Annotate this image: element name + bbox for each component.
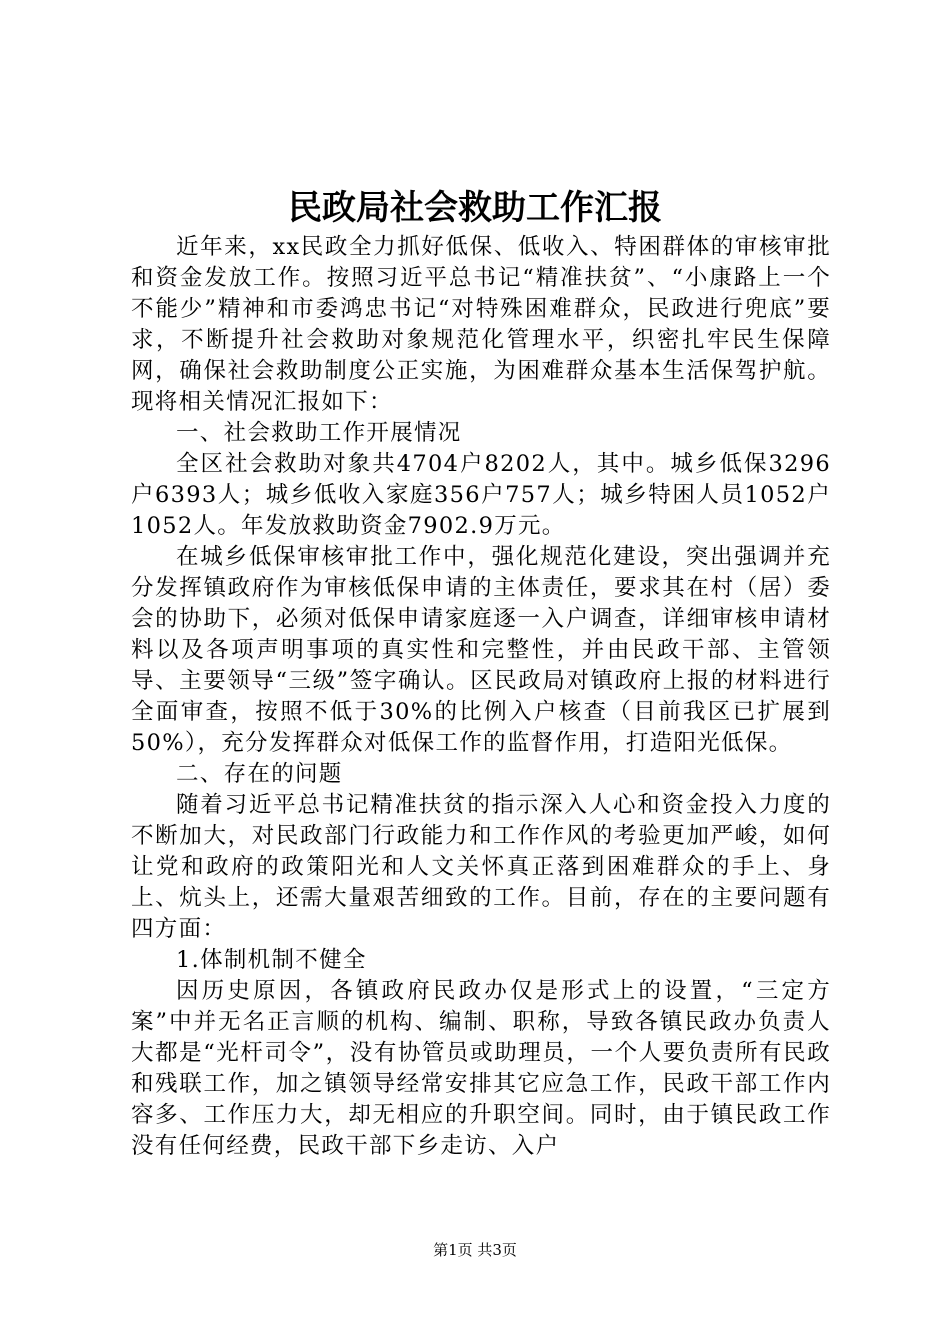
statistics-paragraph: 全区社会救助对象共4704户8202人，其中。城乡低保3296户6393人；城乡低收入家庭356户757人；城乡特困人员1052户1052人。年发放救助资金7902.9万元。 <box>131 451 831 539</box>
section-heading-2: 二、存在的问题 <box>176 761 343 787</box>
document-body <box>131 232 831 1162</box>
document-title: 民政局社会救助工作汇报 <box>288 188 662 228</box>
subheading-1: 1.体制机制不健全 <box>176 947 367 973</box>
page-number: 第1页 共3页 <box>433 1241 517 1259</box>
review-paragraph: 在城乡低保审核审批工作中，强化规范化建设，突出强调并充分发挥镇政府作为审核低保申请的主体责任，要求其在村（居）委会的协助下，必须对低保申请家庭逐一入户调查，详细审核申请材料以及各项声明事项的真实性和完整性，并由民政干部、主管领导、主要领导“三级”签字确认。区民政局对镇政府上报的材料进行全面审查，按照不低于30%的比例入户核查（目前我区已扩展到50%），充分发挥群众对低保工作的监督作用，打造阳光低保。 <box>131 544 831 756</box>
intro-paragraph: 近年来，xx民政全力抓好低保、低收入、特困群体的审核审批和资金发放工作。按照习近平总书记“精准扶贫”、“小康路上一个不能少”精神和市委鸿忠书记“对特殊困难群众，民政进行兜底”要求，不断提升社会救助对象规范化管理水平，织密扎牢民生保障网，确保社会救助制度公正实施，为困难群众基本生活保驾护航。现将相关情况汇报如下： <box>131 234 831 415</box>
system-paragraph: 因历史原因，各镇政府民政办仅是形式上的设置，“三定方案”中并无名正言顺的机构、编制、职称，导致各镇民政办负责人大都是“光杆司令”，没有协管员或助理员，一个人要负责所有民政和残联工作，加之镇领导经常安排其它应急工作，民政干部工作内容多、工作压力大，却无相应的升职空间。同时，由于镇民政工作没有任何经费，民政干部下乡走访、入户 <box>131 978 831 1159</box>
section-heading-1: 一、社会救助工作开展情况 <box>176 420 462 446</box>
problems-intro-paragraph: 随着习近平总书记精准扶贫的指示深入人心和资金投入力度的不断加大，对民政部门行政能力和工作作风的考验更加严峻，如何让党和政府的政策阳光和人文关怀真正落到困难群众的手上、身上、炕头上，还需大量艰苦细致的工作。目前，存在的主要问题有四方面： <box>131 792 831 942</box>
